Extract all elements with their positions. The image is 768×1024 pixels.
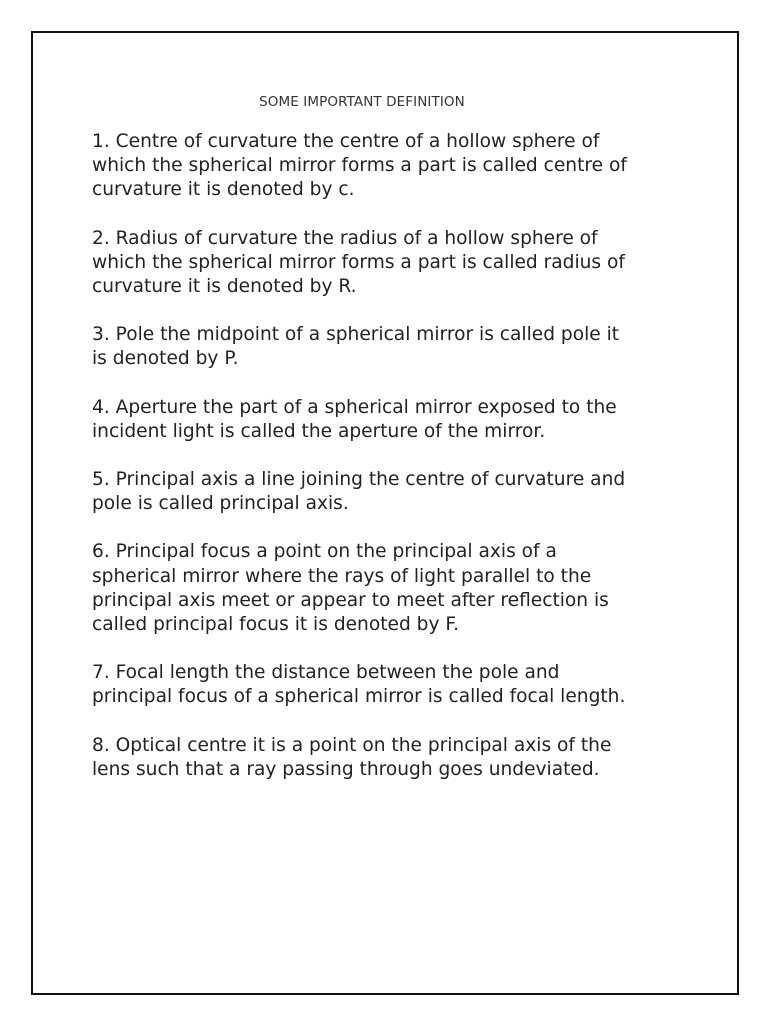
definition-item: 7. Focal length the distance between the pole and principal focus of a spherical mirror is called focal length. <box>92 662 626 708</box>
definition-item: 4. Aperture the part of a spherical mirror exposed to the incident light is called the aperture of the mirror. <box>92 396 617 442</box>
definition-item: 6. Principal focus a point on the principal axis of a spherical mirror where the rays of light parallel to the principal axis meet or appear to meet after reflection is called principal focus it is denoted by F. <box>92 541 609 636</box>
document-page <box>31 31 739 995</box>
definition-list <box>92 130 682 806</box>
definition-item: 1. Centre of curvature the centre of a hollow sphere of which the spherical mirror forms a part is called centre of curvature it is denoted by c. <box>92 131 627 201</box>
definition-item: 5. Principal axis a line joining the centre of curvature and pole is called principal axis. <box>92 469 626 515</box>
definition-item: 8. Optical centre it is a point on the principal axis of the lens such that a ray passing through goes undeviated. <box>92 734 612 780</box>
document-title: SOME IMPORTANT DEFINITION <box>259 94 465 110</box>
definition-item: 2. Radius of curvature the radius of a hollow sphere of which the spherical mirror forms a part is called radius of curvature it is denoted by R. <box>92 227 625 298</box>
definition-item: 3. Pole the midpoint of a spherical mirror is called pole it is denoted by P. <box>92 324 620 370</box>
